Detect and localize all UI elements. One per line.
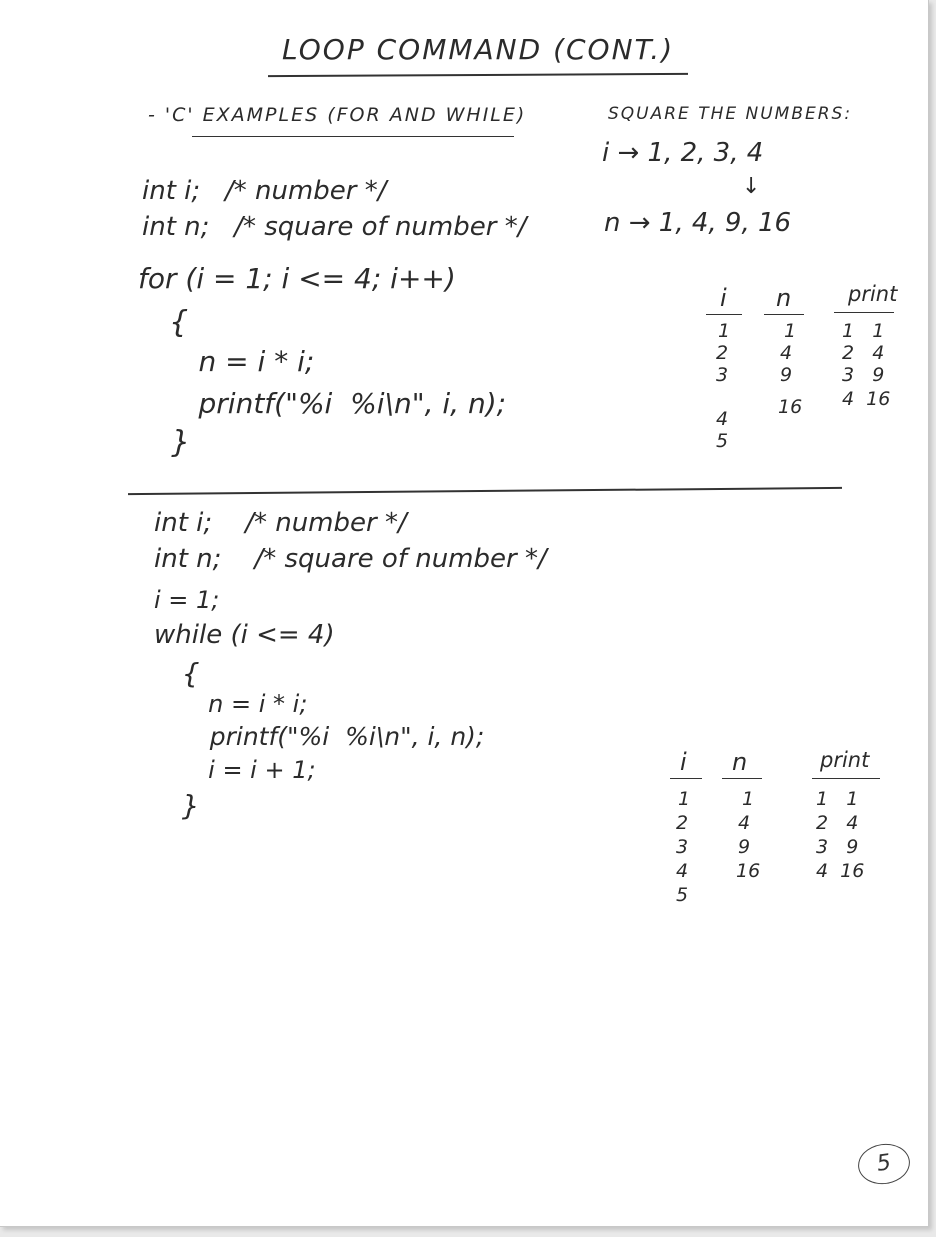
for-code-line: int i; /* number */ bbox=[142, 176, 387, 206]
while-table-cell-print: 3 9 bbox=[816, 836, 859, 858]
for-table-underline-print bbox=[834, 312, 894, 313]
for-table-header-print: print bbox=[848, 282, 898, 306]
for-table-cell-n: 4 bbox=[780, 342, 793, 364]
for-table-header-i: i bbox=[720, 284, 727, 312]
while-table-cell-i: 3 bbox=[676, 836, 689, 858]
while-table-cell-n: 9 bbox=[738, 836, 751, 858]
subtitle-underline bbox=[192, 136, 514, 137]
section-subtitle: - 'C' EXAMPLES (FOR AND WHILE) bbox=[148, 104, 527, 126]
for-table-header-n: n bbox=[776, 284, 792, 312]
while-code-line: i = 1; bbox=[154, 586, 220, 614]
for-table-cell-print: 3 9 bbox=[842, 364, 885, 386]
while-table-cell-n: 4 bbox=[738, 812, 751, 834]
for-table-cell-n: 9 bbox=[780, 364, 793, 386]
while-code-line: } bbox=[164, 789, 200, 822]
for-table-cell-n: 1 bbox=[784, 320, 797, 342]
while-code-line: int n; /* square of number */ bbox=[154, 544, 547, 574]
title-underline bbox=[268, 73, 688, 77]
while-code-line: { bbox=[164, 657, 200, 690]
for-table-underline-n bbox=[764, 314, 804, 315]
for-code-line: for (i = 1; i <= 4; i++) bbox=[138, 262, 456, 295]
page-number: 5 bbox=[855, 1141, 912, 1188]
for-table-cell-print: 4 16 bbox=[842, 388, 891, 410]
down-arrow-icon: ↓ bbox=[742, 174, 761, 199]
while-table-cell-i: 1 bbox=[678, 788, 691, 810]
while-table-underline-print bbox=[812, 778, 880, 779]
while-table-cell-i: 2 bbox=[676, 812, 689, 834]
while-table-cell-print: 1 1 bbox=[816, 788, 859, 810]
while-table-underline-i bbox=[670, 778, 702, 779]
for-table-cell-i: 3 bbox=[716, 364, 729, 386]
for-table-underline-i bbox=[706, 314, 742, 315]
square-note-n-line: n → 1, 4, 9, 16 bbox=[604, 208, 792, 238]
section-divider bbox=[128, 487, 842, 495]
for-code-line: int n; /* square of number */ bbox=[142, 212, 527, 242]
for-table-cell-i: 2 bbox=[716, 342, 729, 364]
while-table-header-n: n bbox=[732, 748, 748, 776]
while-table-header-print: print bbox=[820, 748, 870, 772]
for-code-line: } bbox=[152, 425, 191, 460]
for-table-cell-print: 1 1 bbox=[842, 320, 885, 342]
for-table-cell-i: 1 bbox=[718, 320, 731, 342]
for-table-cell-i: 4 bbox=[716, 408, 729, 430]
while-table-underline-n bbox=[722, 778, 762, 779]
while-table-cell-i: 5 bbox=[676, 884, 689, 906]
while-table-cell-i: 4 bbox=[676, 860, 689, 882]
while-code-line: i = i + 1; bbox=[170, 756, 316, 784]
while-code-line: printf("%i %i\n", i, n); bbox=[170, 722, 485, 751]
square-note-i-line: i → 1, 2, 3, 4 bbox=[602, 138, 764, 168]
page-title: LOOP COMMAND (CONT.) bbox=[282, 33, 675, 66]
square-note-heading: SQUARE THE NUMBERS: bbox=[608, 104, 853, 124]
for-code-line: printf("%i %i\n", i, n); bbox=[154, 387, 507, 420]
while-code-line: while (i <= 4) bbox=[154, 620, 335, 650]
for-table-cell-i: 5 bbox=[716, 430, 729, 452]
while-table-cell-n: 1 bbox=[742, 788, 755, 810]
for-code-line: { bbox=[150, 305, 189, 340]
while-code-line: n = i * i; bbox=[170, 690, 308, 718]
while-table-header-i: i bbox=[680, 748, 687, 776]
while-table-cell-print: 2 4 bbox=[816, 812, 859, 834]
for-code-line: n = i * i; bbox=[154, 345, 315, 378]
while-code-line: int i; /* number */ bbox=[154, 508, 407, 538]
while-table-cell-n: 16 bbox=[736, 860, 761, 882]
for-table-cell-n: 16 bbox=[778, 396, 803, 418]
while-table-cell-print: 4 16 bbox=[816, 860, 865, 882]
for-table-cell-print: 2 4 bbox=[842, 342, 885, 364]
